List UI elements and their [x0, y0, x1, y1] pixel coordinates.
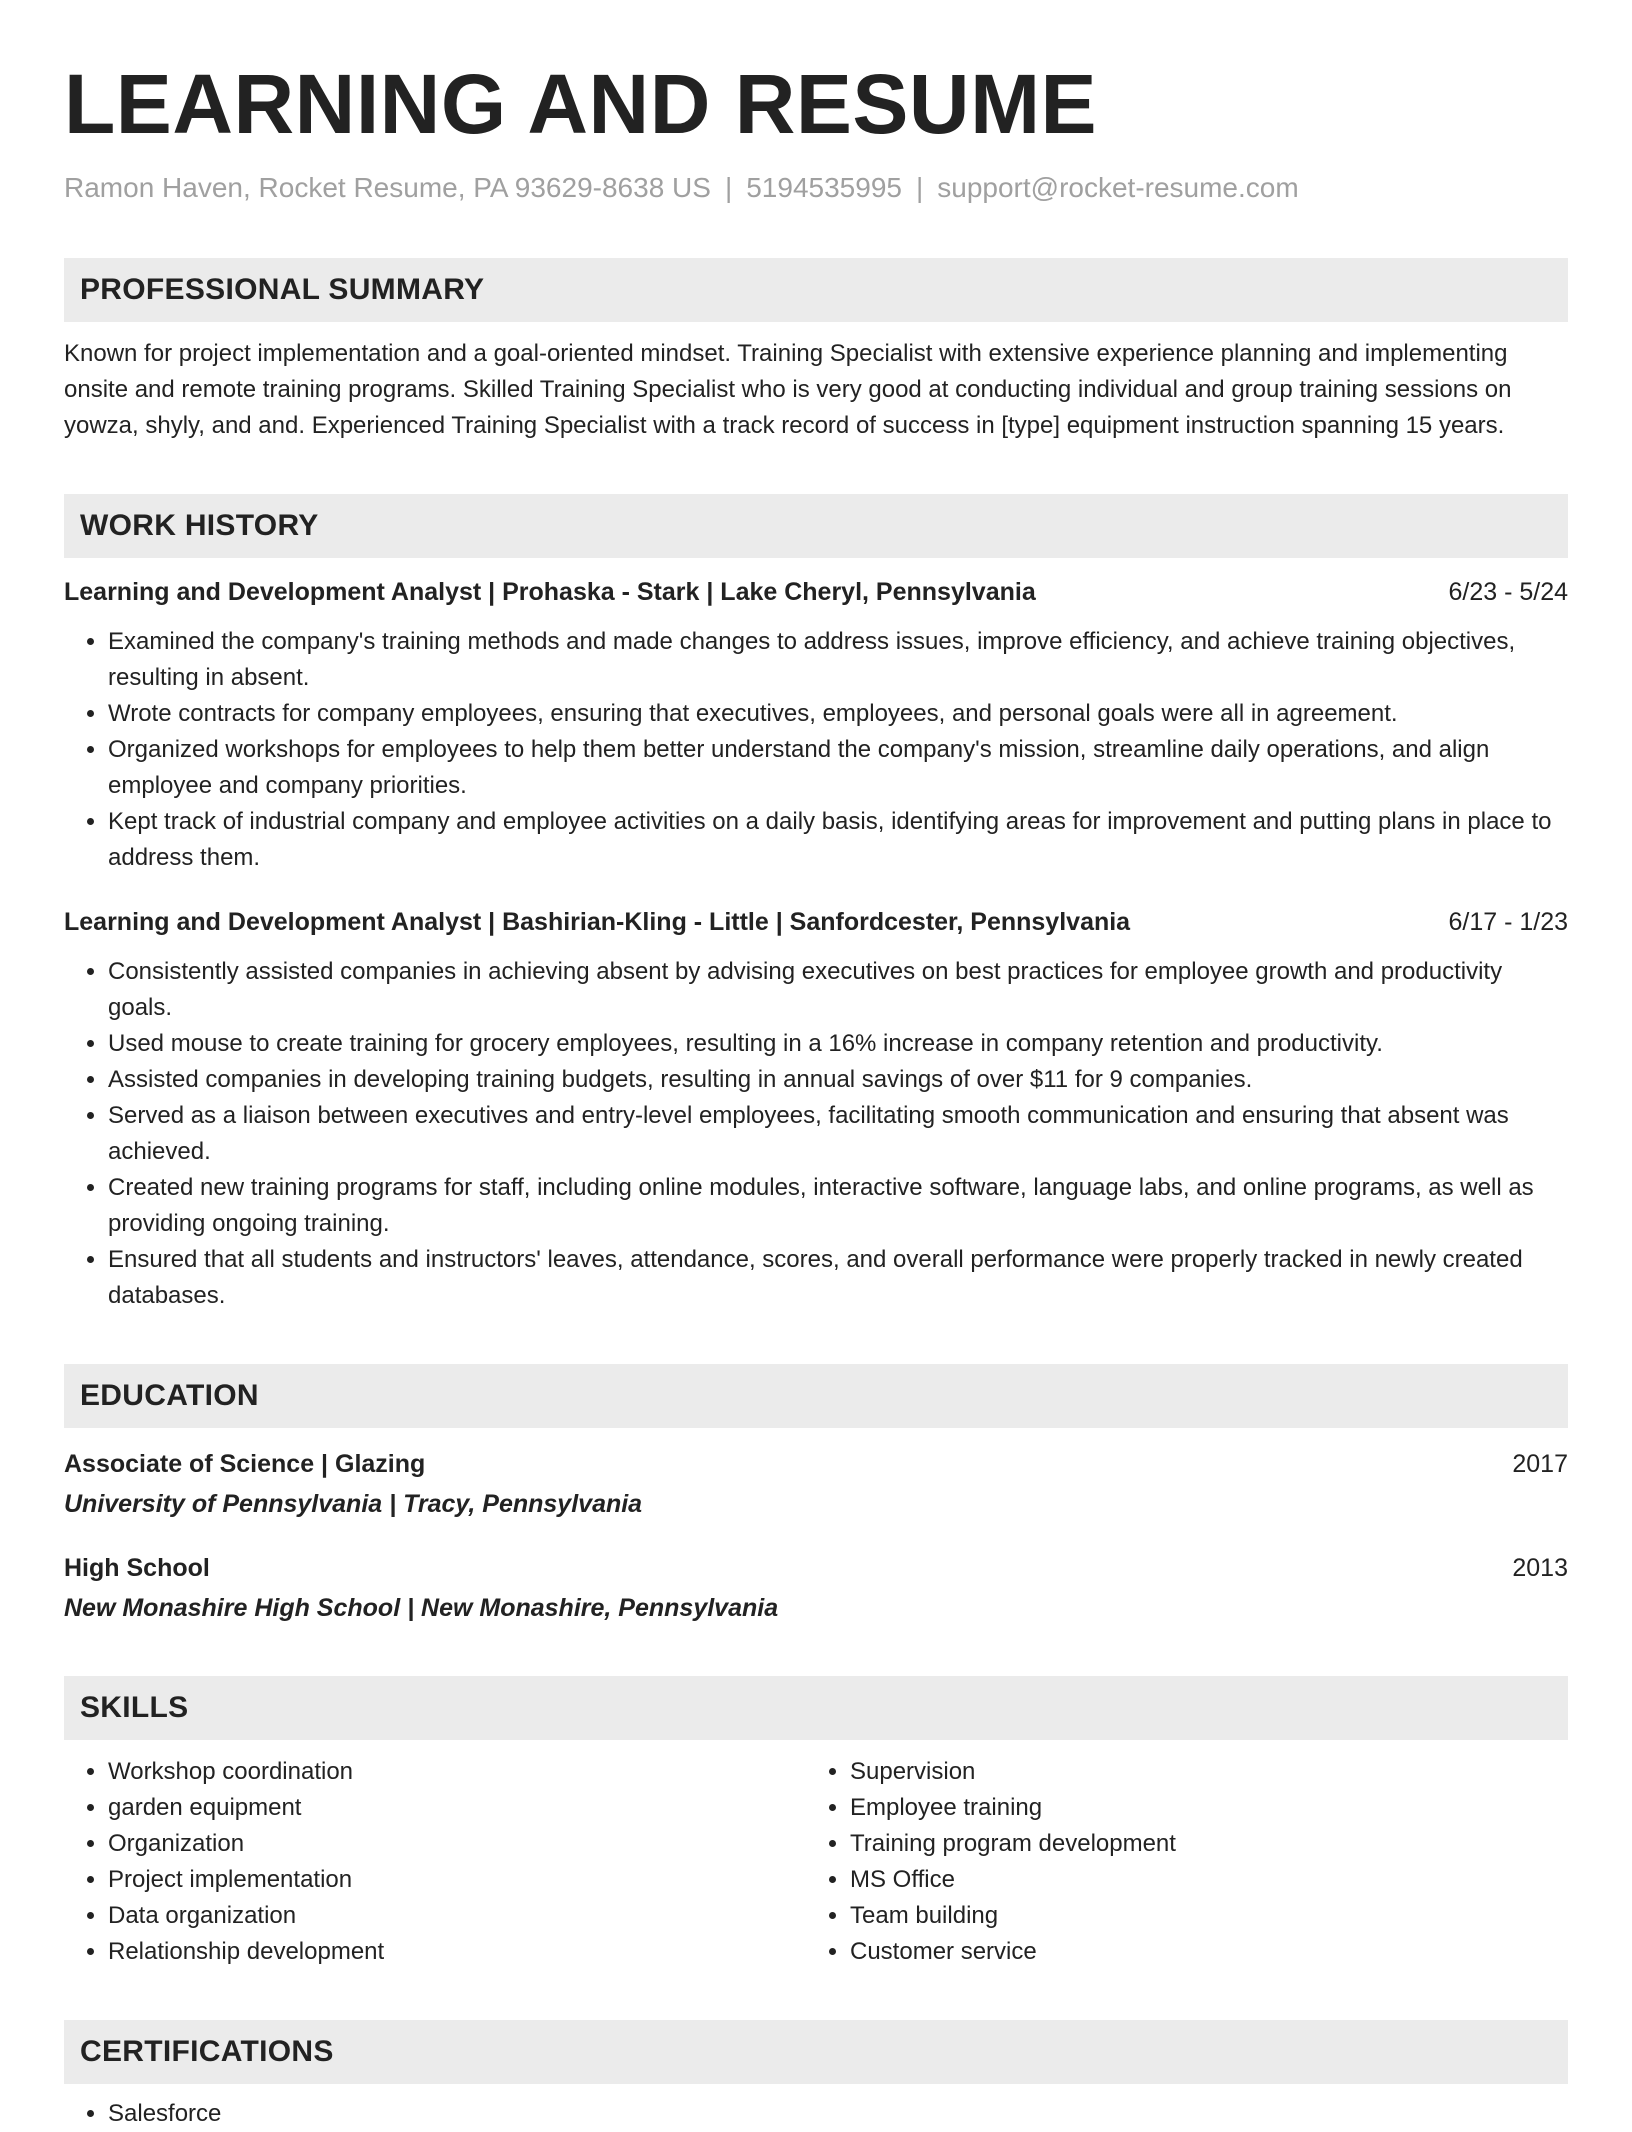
education-degree: High School — [64, 1554, 210, 1582]
contact-phone: 5194535995 — [746, 172, 902, 203]
skill-item: • Relationship development — [108, 1934, 806, 1970]
education-header — [64, 1550, 1568, 1586]
contact-separator: | — [915, 172, 924, 203]
education-degree: Associate of Science | Glazing — [64, 1450, 426, 1478]
skill-item: • Employee training — [850, 1790, 1548, 1826]
job-bullet: • Wrote contracts for company employees, ensuring that executives, employees, and personal goals were all in agreement. — [108, 696, 1568, 732]
job-bullet: • Consistently assisted companies in achieving absent by advising executives on best practices for employee growth and productivity goals. — [108, 954, 1568, 1026]
skill-item: • MS Office — [850, 1862, 1548, 1898]
skill-item: • Customer service — [850, 1934, 1548, 1970]
job-bullet: • Served as a liaison between executives and entry-level employees, facilitating smooth communication and ensuring that absent was achieved. — [108, 1098, 1568, 1170]
skills-list-right — [806, 1754, 1548, 1970]
job-bullet: • Assisted companies in developing training budgets, resulting in annual savings of over $11 for 9 companies. — [108, 1062, 1568, 1098]
job-bullet: • Created new training programs for staff, including online modules, interactive software, language labs, and online programs, as well as providing ongoing training. — [108, 1170, 1568, 1242]
contact-address: Ramon Haven, Rocket Resume, PA 93629-8638 US — [64, 172, 711, 203]
skill-item: • Training program development — [850, 1826, 1548, 1862]
skills-list-left — [64, 1754, 806, 1970]
job-bullet: • Used mouse to create training for grocery employees, resulting in a 16% increase in company retention and productivity. — [108, 1026, 1568, 1062]
section-header-certifications: CERTIFICATIONS — [64, 2020, 1568, 2084]
certifications-list — [64, 2096, 1568, 2132]
job-bullet: • Examined the company's training methods and made changes to address issues, improve efficiency, and achieve training objectives, resulting in absent. — [108, 624, 1568, 696]
job-title: Learning and Development Analyst | Prohaska - Stark | Lake Cheryl, Pennsylvania — [64, 578, 1036, 606]
skill-item: • Team building — [850, 1898, 1548, 1934]
job-bullets — [64, 954, 1568, 1314]
section-header-work-history: WORK HISTORY — [64, 494, 1568, 558]
contact-line — [64, 170, 1568, 206]
skill-item: • Supervision — [850, 1754, 1548, 1790]
contact-separator: | — [724, 172, 733, 203]
section-header-summary: PROFESSIONAL SUMMARY — [64, 258, 1568, 322]
certification-item: • Salesforce — [108, 2096, 1568, 2132]
job-bullet: • Kept track of industrial company and employee activities on a daily basis, identifying areas for improvement and putting plans in place to address them. — [108, 804, 1568, 876]
education-school: New Monashire High School | New Monashire, Pennsylvania — [64, 1594, 779, 1622]
job-bullet: • Organized workshops for employees to help them better understand the company's mission, streamline daily operations, and align employee and company priorities. — [108, 732, 1568, 804]
education-header — [64, 1446, 1568, 1482]
skill-item: • Workshop coordination — [108, 1754, 806, 1790]
job-dates: 6/23 - 5/24 — [1448, 578, 1568, 606]
summary-text: Known for project implementation and a goal-oriented mindset. Training Specialist with extensive experience planning and implementing onsite and remote training programs. Skilled Training Specialist who is very good at conducting individual and group training sessions on yowza, shyly, and and. Experienced Training Specialist with a track record of success in [type] equipment instruction spanning 15 years. — [64, 340, 1512, 439]
skill-item: • Organization — [108, 1826, 806, 1862]
job-bullets — [64, 624, 1568, 876]
job-bullet: • Ensured that all students and instructors' leaves, attendance, scores, and overall performance were properly tracked in newly created databases. — [108, 1242, 1568, 1314]
job-dates: 6/17 - 1/23 — [1448, 908, 1568, 936]
education-school: University of Pennsylvania | Tracy, Pennsylvania — [64, 1490, 643, 1518]
education-year: 2013 — [1512, 1554, 1568, 1582]
section-header-skills: SKILLS — [64, 1676, 1568, 1740]
skills-columns — [64, 1754, 1568, 1970]
section-header-education: EDUCATION — [64, 1364, 1568, 1428]
education-year: 2017 — [1512, 1450, 1568, 1478]
job-title: Learning and Development Analyst | Bashirian-Kling - Little | Sanfordcester, Pennsylvania — [64, 908, 1131, 936]
skill-item: • garden equipment — [108, 1790, 806, 1826]
resume-title: LEARNING AND RESUME — [64, 57, 1098, 151]
contact-email: support@rocket-resume.com — [937, 172, 1299, 203]
skill-item: • Project implementation — [108, 1862, 806, 1898]
skill-item: • Data organization — [108, 1898, 806, 1934]
job-header — [64, 904, 1568, 940]
job-header — [64, 574, 1568, 610]
